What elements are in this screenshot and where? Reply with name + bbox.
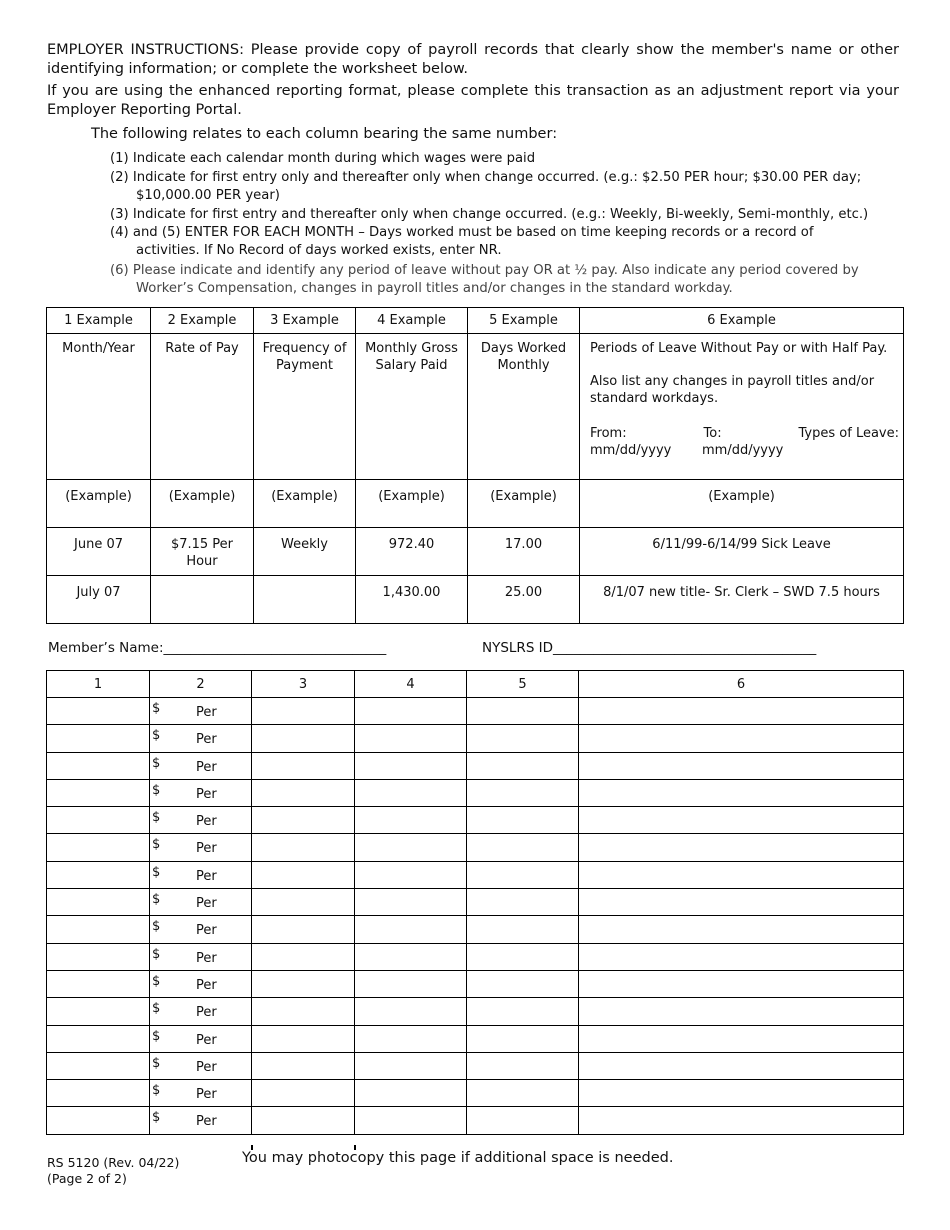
worksheet-cell[interactable] xyxy=(579,725,904,752)
dollar-sign: $ xyxy=(152,701,161,716)
worksheet-cell[interactable] xyxy=(579,916,904,943)
nyslrs-id-field[interactable]: NYSLRS ID_______________________________________ xyxy=(482,640,817,656)
worksheet-cell[interactable] xyxy=(579,752,904,779)
worksheet-cell[interactable] xyxy=(150,698,252,725)
worksheet-header-1: 1 xyxy=(47,671,150,698)
example-cell: 972.40 xyxy=(356,528,468,576)
dollar-sign: $ xyxy=(152,1001,161,1017)
worksheet-cell[interactable] xyxy=(467,998,579,1025)
worksheet-cell[interactable] xyxy=(150,943,252,970)
dollar-sign: $ xyxy=(152,728,161,744)
example-cell: 8/1/07 new title- Sr. Clerk – SWD 7.5 hours xyxy=(580,576,904,624)
worksheet-cell[interactable] xyxy=(252,1025,355,1052)
worksheet-cell[interactable] xyxy=(150,752,252,779)
worksheet-cell[interactable] xyxy=(150,834,252,861)
worksheet-cell[interactable] xyxy=(355,889,467,916)
desc-leave-periods: Periods of Leave Without Pay or with Half Pay. Also list any changes in payroll titles and/or standard workdays. From: To: Types of Leave: mm/dd/yyyy mm/dd/yyyy xyxy=(580,334,904,480)
worksheet-row xyxy=(47,834,904,861)
worksheet-cell[interactable] xyxy=(150,916,252,943)
worksheet-cell[interactable] xyxy=(150,807,252,834)
worksheet-cell[interactable] xyxy=(47,970,150,997)
example-label: (Example) xyxy=(151,480,254,528)
worksheet-cell[interactable] xyxy=(579,943,904,970)
enhanced-format-note: If you are using the enhanced reporting format, please complete this transaction as an adjustment report via your Employer Reporting Portal. xyxy=(47,83,899,118)
worksheet-cell[interactable] xyxy=(467,1052,579,1079)
per-label: Per xyxy=(196,1059,217,1075)
worksheet-cell[interactable] xyxy=(150,861,252,888)
example-cell: Weekly xyxy=(254,528,356,576)
worksheet-table xyxy=(46,670,904,1135)
desc-days-worked: Days Worked Monthly xyxy=(468,334,580,480)
dollar-sign: $ xyxy=(152,973,161,989)
worksheet-cell[interactable] xyxy=(579,970,904,997)
example-header-3: 3 Example xyxy=(254,308,356,334)
per-label: Per xyxy=(196,1005,217,1021)
worksheet-cell[interactable] xyxy=(47,998,150,1025)
worksheet-cell[interactable] xyxy=(47,1052,150,1079)
dollar-sign: $ xyxy=(152,919,161,935)
per-label: Per xyxy=(196,923,217,939)
worksheet-row xyxy=(47,752,904,779)
worksheet-cell[interactable] xyxy=(579,834,904,861)
worksheet-cell[interactable] xyxy=(47,698,150,725)
worksheet-cell[interactable] xyxy=(467,752,579,779)
example-cell: $7.15 Per Hour xyxy=(151,528,254,576)
worksheet-cell[interactable] xyxy=(252,834,355,861)
example-cell: 17.00 xyxy=(468,528,580,576)
worksheet-cell[interactable] xyxy=(252,725,355,752)
worksheet-cell[interactable] xyxy=(252,889,355,916)
worksheet-cell[interactable] xyxy=(150,889,252,916)
worksheet-cell[interactable] xyxy=(579,1107,904,1134)
worksheet-cell[interactable] xyxy=(467,1107,579,1134)
worksheet-cell[interactable] xyxy=(579,807,904,834)
dollar-sign: $ xyxy=(152,1055,161,1071)
worksheet-cell[interactable] xyxy=(355,943,467,970)
worksheet-cell[interactable] xyxy=(467,779,579,806)
example-label: (Example) xyxy=(580,480,904,528)
worksheet-cell[interactable] xyxy=(150,1052,252,1079)
dollar-sign: $ xyxy=(152,946,161,962)
worksheet-cell[interactable] xyxy=(355,1025,467,1052)
worksheet-cell[interactable] xyxy=(467,943,579,970)
per-label: Per xyxy=(196,841,217,857)
worksheet-cell[interactable] xyxy=(47,1080,150,1107)
worksheet-cell[interactable] xyxy=(355,1080,467,1107)
worksheet-cell[interactable] xyxy=(579,1025,904,1052)
worksheet-cell[interactable] xyxy=(150,970,252,997)
worksheet-cell[interactable] xyxy=(252,970,355,997)
worksheet-row xyxy=(47,861,904,888)
example-cell: June 07 xyxy=(47,528,151,576)
worksheet-row xyxy=(47,1080,904,1107)
worksheet-cell[interactable] xyxy=(252,1052,355,1079)
worksheet-header-2: 2 xyxy=(150,671,252,698)
worksheet-header-4: 4 xyxy=(355,671,467,698)
worksheet-cell[interactable] xyxy=(355,834,467,861)
worksheet-cell[interactable] xyxy=(355,1052,467,1079)
worksheet-cell[interactable] xyxy=(150,779,252,806)
example-header-4: 4 Example xyxy=(356,308,468,334)
worksheet-cell[interactable] xyxy=(467,889,579,916)
worksheet-cell[interactable] xyxy=(252,861,355,888)
worksheet-cell[interactable] xyxy=(47,725,150,752)
example-cell: July 07 xyxy=(47,576,151,624)
worksheet-row xyxy=(47,779,904,806)
dollar-sign: $ xyxy=(152,1028,161,1044)
example-cell: 1,430.00 xyxy=(356,576,468,624)
instruction-2: (2) Indicate for first entry only and thereafter only when change occurred. (e.g.: $2.50 PER hour; $30.00 PER day; $10,000.00 PER year) xyxy=(110,170,862,203)
example-cell xyxy=(254,576,356,624)
worksheet-header-5: 5 xyxy=(467,671,579,698)
dollar-sign: $ xyxy=(152,864,161,880)
worksheet-row xyxy=(47,725,904,752)
example-cell: 25.00 xyxy=(468,576,580,624)
dollar-sign: $ xyxy=(152,755,161,771)
worksheet-cell[interactable] xyxy=(252,807,355,834)
worksheet-header-6: 6 xyxy=(579,671,904,698)
worksheet-cell[interactable] xyxy=(355,916,467,943)
worksheet-cell[interactable] xyxy=(47,943,150,970)
example-header-2: 2 Example xyxy=(151,308,254,334)
dollar-sign: $ xyxy=(152,1110,161,1126)
worksheet-cell[interactable] xyxy=(579,779,904,806)
per-label: Per xyxy=(196,786,217,802)
worksheet-cell[interactable] xyxy=(355,779,467,806)
per-label: Per xyxy=(196,896,217,912)
worksheet-cell[interactable] xyxy=(467,1025,579,1052)
dollar-sign: $ xyxy=(152,892,161,908)
worksheet-cell[interactable] xyxy=(252,1107,355,1134)
example-table xyxy=(46,307,904,624)
per-label: Per xyxy=(196,1032,217,1048)
worksheet-cell[interactable] xyxy=(355,970,467,997)
employer-instructions: EMPLOYER INSTRUCTIONS: Please provide copy of payroll records that clearly show the member's name or other identifying information; or complete the worksheet below. xyxy=(47,42,899,77)
per-label: Per xyxy=(196,1114,217,1130)
worksheet-cell[interactable] xyxy=(252,752,355,779)
desc-month-year: Month/Year xyxy=(47,334,151,480)
instruction-4-5: (4) and (5) ENTER FOR EACH MONTH – Days worked must be based on time keeping records or a record of activities. If No Record of days worked exists, enter NR. xyxy=(110,225,814,258)
worksheet-cell[interactable] xyxy=(252,916,355,943)
worksheet-cell[interactable] xyxy=(355,698,467,725)
column-intro: The following relates to each column bearing the same number: xyxy=(91,126,558,142)
worksheet-cell[interactable] xyxy=(355,861,467,888)
per-label: Per xyxy=(196,868,217,884)
worksheet-cell[interactable] xyxy=(150,1080,252,1107)
photocopy-note: You may photocopy this page if additional space is needed. xyxy=(242,1150,674,1166)
worksheet-cell[interactable] xyxy=(467,970,579,997)
worksheet-cell[interactable] xyxy=(579,1080,904,1107)
worksheet-cell[interactable] xyxy=(252,1080,355,1107)
worksheet-cell[interactable] xyxy=(467,725,579,752)
worksheet-cell[interactable] xyxy=(579,861,904,888)
worksheet-cell[interactable] xyxy=(47,889,150,916)
dollar-sign: $ xyxy=(152,1083,161,1099)
dollar-sign: $ xyxy=(152,837,161,853)
worksheet-row xyxy=(47,970,904,997)
worksheet-cell[interactable] xyxy=(467,1080,579,1107)
worksheet-cell[interactable] xyxy=(355,752,467,779)
example-header-1: 1 Example xyxy=(47,308,151,334)
example-cell xyxy=(151,576,254,624)
desc-rate-of-pay: Rate of Pay xyxy=(151,334,254,480)
per-label: Per xyxy=(196,950,217,966)
worksheet-row xyxy=(47,698,904,725)
example-label: (Example) xyxy=(254,480,356,528)
worksheet-row xyxy=(47,807,904,834)
worksheet-cell[interactable] xyxy=(467,916,579,943)
worksheet-cell[interactable] xyxy=(467,861,579,888)
worksheet-cell[interactable] xyxy=(252,698,355,725)
worksheet-cell[interactable] xyxy=(252,779,355,806)
worksheet-cell[interactable] xyxy=(355,998,467,1025)
worksheet-cell[interactable] xyxy=(150,1025,252,1052)
per-label: Per xyxy=(196,759,217,775)
instruction-3: (3) Indicate for first entry and thereafter only when change occurred. (e.g.: Weekly, Bi-weekly, Semi-monthly, etc.) xyxy=(110,207,869,222)
worksheet-cell[interactable] xyxy=(47,807,150,834)
worksheet-cell[interactable] xyxy=(150,725,252,752)
worksheet-cell[interactable] xyxy=(355,1107,467,1134)
example-header-6: 6 Example xyxy=(580,308,904,334)
worksheet-cell[interactable] xyxy=(355,807,467,834)
worksheet-row xyxy=(47,998,904,1025)
worksheet-cell[interactable] xyxy=(47,916,150,943)
worksheet-header-3: 3 xyxy=(252,671,355,698)
worksheet-cell[interactable] xyxy=(150,998,252,1025)
worksheet-cell[interactable] xyxy=(47,779,150,806)
worksheet-cell[interactable] xyxy=(252,998,355,1025)
member-name-field[interactable]: Member’s Name:_________________________________ xyxy=(48,640,387,656)
worksheet-cell[interactable] xyxy=(355,725,467,752)
per-label: Per xyxy=(196,1087,217,1103)
worksheet-cell[interactable] xyxy=(47,834,150,861)
worksheet-cell[interactable] xyxy=(150,1107,252,1134)
worksheet-cell[interactable] xyxy=(47,861,150,888)
worksheet-cell[interactable] xyxy=(47,752,150,779)
per-label: Per xyxy=(196,977,217,993)
worksheet-cell[interactable] xyxy=(467,807,579,834)
worksheet-row xyxy=(47,916,904,943)
desc-gross-salary: Monthly Gross Salary Paid xyxy=(356,334,468,480)
instruction-1: (1) Indicate each calendar month during which wages were paid xyxy=(110,151,536,166)
per-label: Per xyxy=(196,814,217,830)
instruction-6: (6) Please indicate and identify any period of leave without pay OR at ½ pay. Also indicate any period covered by Worker’s Compensation, changes in payroll titles and/or changes in the standard workday. xyxy=(110,263,859,296)
worksheet-cell[interactable] xyxy=(47,1025,150,1052)
per-label: Per xyxy=(196,732,217,748)
example-label: (Example) xyxy=(468,480,580,528)
dollar-sign: $ xyxy=(152,782,161,798)
worksheet-cell[interactable] xyxy=(467,698,579,725)
worksheet-cell[interactable] xyxy=(579,998,904,1025)
worksheet-cell[interactable] xyxy=(467,834,579,861)
worksheet-row xyxy=(47,889,904,916)
worksheet-row xyxy=(47,943,904,970)
worksheet-row xyxy=(47,1052,904,1079)
worksheet-cell[interactable] xyxy=(579,1052,904,1079)
example-label: (Example) xyxy=(47,480,151,528)
worksheet-row xyxy=(47,1025,904,1052)
worksheet-cell[interactable] xyxy=(579,698,904,725)
example-header-5: 5 Example xyxy=(468,308,580,334)
example-cell: 6/11/99-6/14/99 Sick Leave xyxy=(580,528,904,576)
per-label: Per xyxy=(196,705,217,720)
form-number: RS 5120 (Rev. 04/22) (Page 2 of 2) xyxy=(47,1155,180,1186)
dollar-sign: $ xyxy=(152,810,161,826)
desc-frequency: Frequency of Payment xyxy=(254,334,356,480)
worksheet-cell[interactable] xyxy=(252,943,355,970)
worksheet-cell[interactable] xyxy=(579,889,904,916)
worksheet-row xyxy=(47,1107,904,1134)
worksheet-cell[interactable] xyxy=(47,1107,150,1134)
example-label: (Example) xyxy=(356,480,468,528)
